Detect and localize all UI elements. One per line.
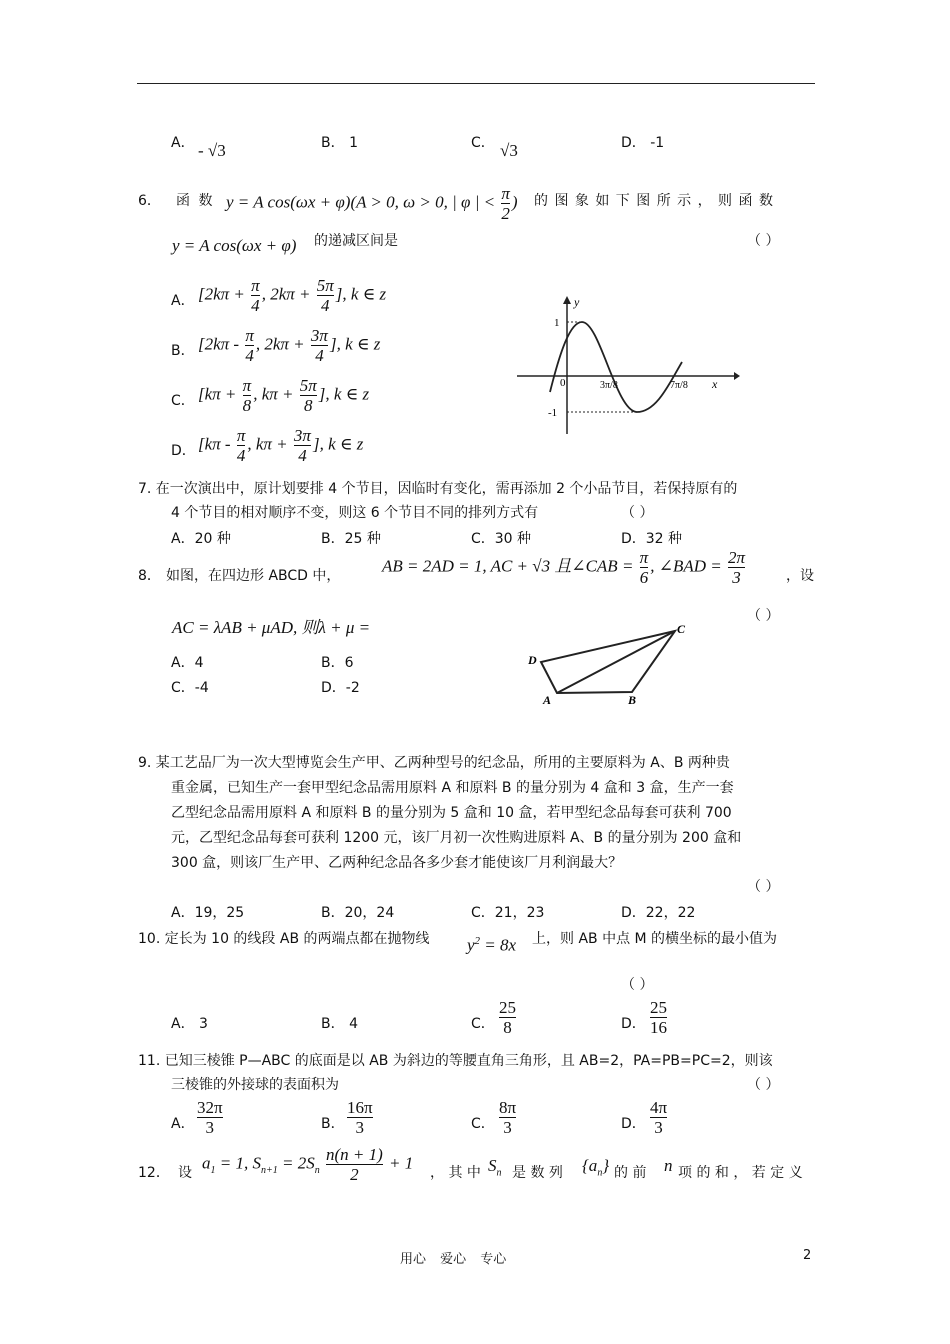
q12-stem-tail: ， 其 中 bbox=[430, 1165, 481, 1181]
q11-line2: 三棱锥的外接球的表面积为 bbox=[171, 1077, 339, 1093]
q11-option-a: $\frac{32\pi}{3}$ bbox=[197, 1098, 223, 1137]
q11-option-c: $\frac{8\pi}{3}$ bbox=[499, 1098, 517, 1137]
q9-option-a: A．19，25 bbox=[171, 905, 245, 921]
q5-option-b: B． 1 bbox=[321, 135, 358, 151]
q10-parabola-formula: $y^2 = 8x$ bbox=[467, 935, 517, 955]
q5-option-c-value: √3 bbox=[500, 141, 518, 160]
q8-stem: 如图，在四边形 ABCD 中， bbox=[166, 568, 341, 584]
q6-option-b: [2kπ - $\frac{\pi}{4}$ , 2kπ + $\frac{3\pi}{4}$ ], k ∈ z bbox=[198, 326, 381, 365]
x-tick-7pi-8: 7π/8 bbox=[670, 380, 688, 391]
q7-line1: 7. 在一次演出中，原计划要排 4 个节目，因临时有变化，需再添加 2 个小品节目，若保持原有的 bbox=[138, 481, 738, 497]
q7-option-d: D．32 种 bbox=[621, 531, 683, 547]
q5-option-c: C． bbox=[471, 135, 495, 151]
q6-function-formula: y = A cos(ωx + φ)(A > 0, ω > 0, | φ | < $\frac{\pi}{2}$ ) bbox=[226, 184, 518, 223]
q11-option-b: $\frac{16\pi}{3}$ bbox=[347, 1098, 373, 1137]
q11-line1: 11. 已知三棱锥 P—ABC 的底面是以 AB 为斜边的等腰直角三角形，且 AB=2，PA=PB=PC=2，则该 bbox=[138, 1053, 773, 1069]
y-tick-minus-1: -1 bbox=[548, 407, 558, 419]
q6-stem: 函 数 bbox=[176, 193, 215, 209]
q5-option-d: D． -1 bbox=[621, 135, 665, 151]
q11-option-b-label: B． bbox=[321, 1116, 345, 1132]
q11-option-c-label: C． bbox=[471, 1116, 495, 1132]
q6-option-c-label: C． bbox=[171, 393, 195, 409]
q12-stem-tail-3: 的 前 bbox=[614, 1165, 647, 1181]
q7-option-c: C．30 种 bbox=[471, 531, 532, 547]
header-rule bbox=[137, 83, 815, 84]
q9-line3: 乙型纪念品需用原料 A 和原料 B 的量分别为 5 盒和 10 盒，若甲型纪念品每套可获利 700 bbox=[171, 805, 732, 821]
q6-stem-tail: 的 图 象 如 下 图 所 示 ， 则 函 数 bbox=[534, 193, 774, 209]
vertex-c: C bbox=[677, 622, 686, 636]
y-tick-1: 1 bbox=[554, 317, 560, 329]
q6-option-d-label: D． bbox=[171, 443, 196, 459]
q8-vector-formula: AC = λAB + μAD, 则λ + μ = bbox=[172, 618, 371, 637]
q9-option-b: B．20，24 bbox=[321, 905, 395, 921]
q10-option-d-label: D． bbox=[621, 1016, 646, 1032]
q6-number: 6． bbox=[138, 193, 161, 209]
q12-stem-tail-2: 是 数 列 bbox=[512, 1165, 563, 1181]
q8-answer-paren: （ ） bbox=[747, 608, 780, 624]
q11-option-d-label: D． bbox=[621, 1116, 646, 1132]
q12-n-symbol: n bbox=[664, 1156, 673, 1175]
q10-option-a: A． 3 bbox=[171, 1016, 208, 1032]
q12-sn-symbol: $S_n$ bbox=[488, 1156, 502, 1179]
q9-line2: 重金属，已知生产一套甲型纪念品需用原料 A 和原料 B 的量分别为 4 盒和 3 盒，生产一套 bbox=[171, 780, 734, 796]
q5-option-a-value: - √3 bbox=[198, 141, 226, 160]
q8-option-a: A．4 bbox=[171, 655, 204, 671]
q12-stem: 设 bbox=[178, 1165, 192, 1181]
vertex-b: B bbox=[628, 693, 637, 707]
q8-quadrilateral-figure bbox=[525, 618, 700, 708]
q11-option-a-label: A． bbox=[171, 1116, 195, 1132]
x-axis-arrow bbox=[734, 372, 740, 380]
q11-answer-paren: （ ） bbox=[747, 1077, 780, 1093]
q10-option-b: B． 4 bbox=[321, 1016, 358, 1032]
page-number: 2 bbox=[803, 1248, 812, 1263]
q7-answer-paren: （ ） bbox=[621, 505, 654, 521]
diagonal-ac bbox=[557, 631, 675, 693]
q6-cosine-graph bbox=[512, 292, 742, 440]
q10-option-c: $\frac{25}{8}$ bbox=[499, 998, 516, 1037]
q6-option-a-label: A． bbox=[171, 293, 195, 309]
q9-answer-paren: （ ） bbox=[747, 879, 780, 895]
q6-option-a: [2kπ + $\frac{\pi}{4}$ , 2kπ + $\frac{5\pi}{4}$ ], k ∈ z bbox=[198, 276, 387, 315]
q9-line5: 300 盒，则该厂生产甲、乙两种纪念品各多少套才能使该厂月利润最大？ bbox=[171, 855, 623, 871]
x-label: x bbox=[712, 377, 718, 391]
q12-stem-tail-4: 项 的 和 ， 若 定 义 bbox=[678, 1165, 803, 1181]
page-footer: 用心 爱心 专心 bbox=[400, 1252, 507, 1267]
q5-option-a: A． bbox=[171, 135, 195, 151]
q8-option-c: C．-4 bbox=[171, 680, 209, 696]
q7-option-a: A．20 种 bbox=[171, 531, 231, 547]
q6-answer-paren: （ ） bbox=[747, 233, 780, 249]
q6-stem-line2: 的递减区间是 bbox=[314, 233, 398, 249]
q8-option-d: D．-2 bbox=[321, 680, 360, 696]
y-axis-arrow bbox=[563, 296, 571, 304]
q10-stem: 10. 定长为 10 的线段 AB 的两端点都在抛物线 bbox=[138, 931, 430, 947]
q12-recurrence-formula: $a_1 = 1$, $S_{n+1} = 2S_n$ $\frac{n(n + 1)}{2}$ + 1 bbox=[202, 1145, 414, 1184]
q6-option-c: [kπ + $\frac{\pi}{8}$ , kπ + $\frac{5\pi}{8}$ ], k ∈ z bbox=[198, 376, 370, 415]
origin-label: 0 bbox=[560, 377, 566, 389]
q8-number: 8． bbox=[138, 568, 161, 584]
q10-answer-paren: （ ） bbox=[621, 977, 654, 993]
vertex-a: A bbox=[543, 693, 552, 707]
x-tick-3pi-8: 3π/8 bbox=[600, 380, 618, 391]
y-label: y bbox=[574, 295, 580, 309]
q6-function-formula-2: y = A cos(ωx + φ) bbox=[172, 236, 297, 255]
cosine-curve bbox=[550, 322, 682, 412]
q7-line2: 4 个节目的相对顺序不变，则这 6 个节目不同的排列方式有 bbox=[171, 505, 539, 521]
quadrilateral-abcd bbox=[541, 631, 675, 693]
q9-option-d: D．22，22 bbox=[621, 905, 696, 921]
vertex-d: D bbox=[528, 653, 537, 667]
q10-stem-tail: 上，则 AB 中点 M 的横坐标的最小值为 bbox=[532, 931, 778, 947]
q10-option-c-label: C． bbox=[471, 1016, 495, 1032]
q11-option-d: $\frac{4\pi}{3}$ bbox=[650, 1098, 668, 1137]
q8-option-b: B．6 bbox=[321, 655, 354, 671]
q9-option-c: C．21，23 bbox=[471, 905, 545, 921]
q6-option-d: [kπ - $\frac{\pi}{4}$ , kπ + $\frac{3\pi}{4}$ ], k ∈ z bbox=[198, 426, 364, 465]
q12-sequence-symbol: $\{a_n\}$ bbox=[582, 1156, 610, 1179]
q6-option-b-label: B． bbox=[171, 343, 195, 359]
q9-line4: 元，乙型纪念品每套可获利 1200 元，该厂月初一次性购进原料 A、B 的量分别为 200 盒和 bbox=[171, 830, 742, 846]
q8-stem-tail: ，设 bbox=[786, 568, 814, 584]
q9-line1: 9. 某工艺品厂为一次大型博览会生产甲、乙两种型号的纪念品，所用的主要原料为 A、B 两种贵 bbox=[138, 755, 730, 771]
q10-option-d: $\frac{25}{16}$ bbox=[650, 998, 667, 1037]
q7-option-b: B．25 种 bbox=[321, 531, 381, 547]
q12-number: 12． bbox=[138, 1165, 170, 1181]
q8-condition-formula: AB = 2AD = 1, AC + √3 且∠CAB = $\frac{\pi}{6}$ , ∠BAD = $\frac{2\pi}{3}$ bbox=[382, 548, 745, 587]
